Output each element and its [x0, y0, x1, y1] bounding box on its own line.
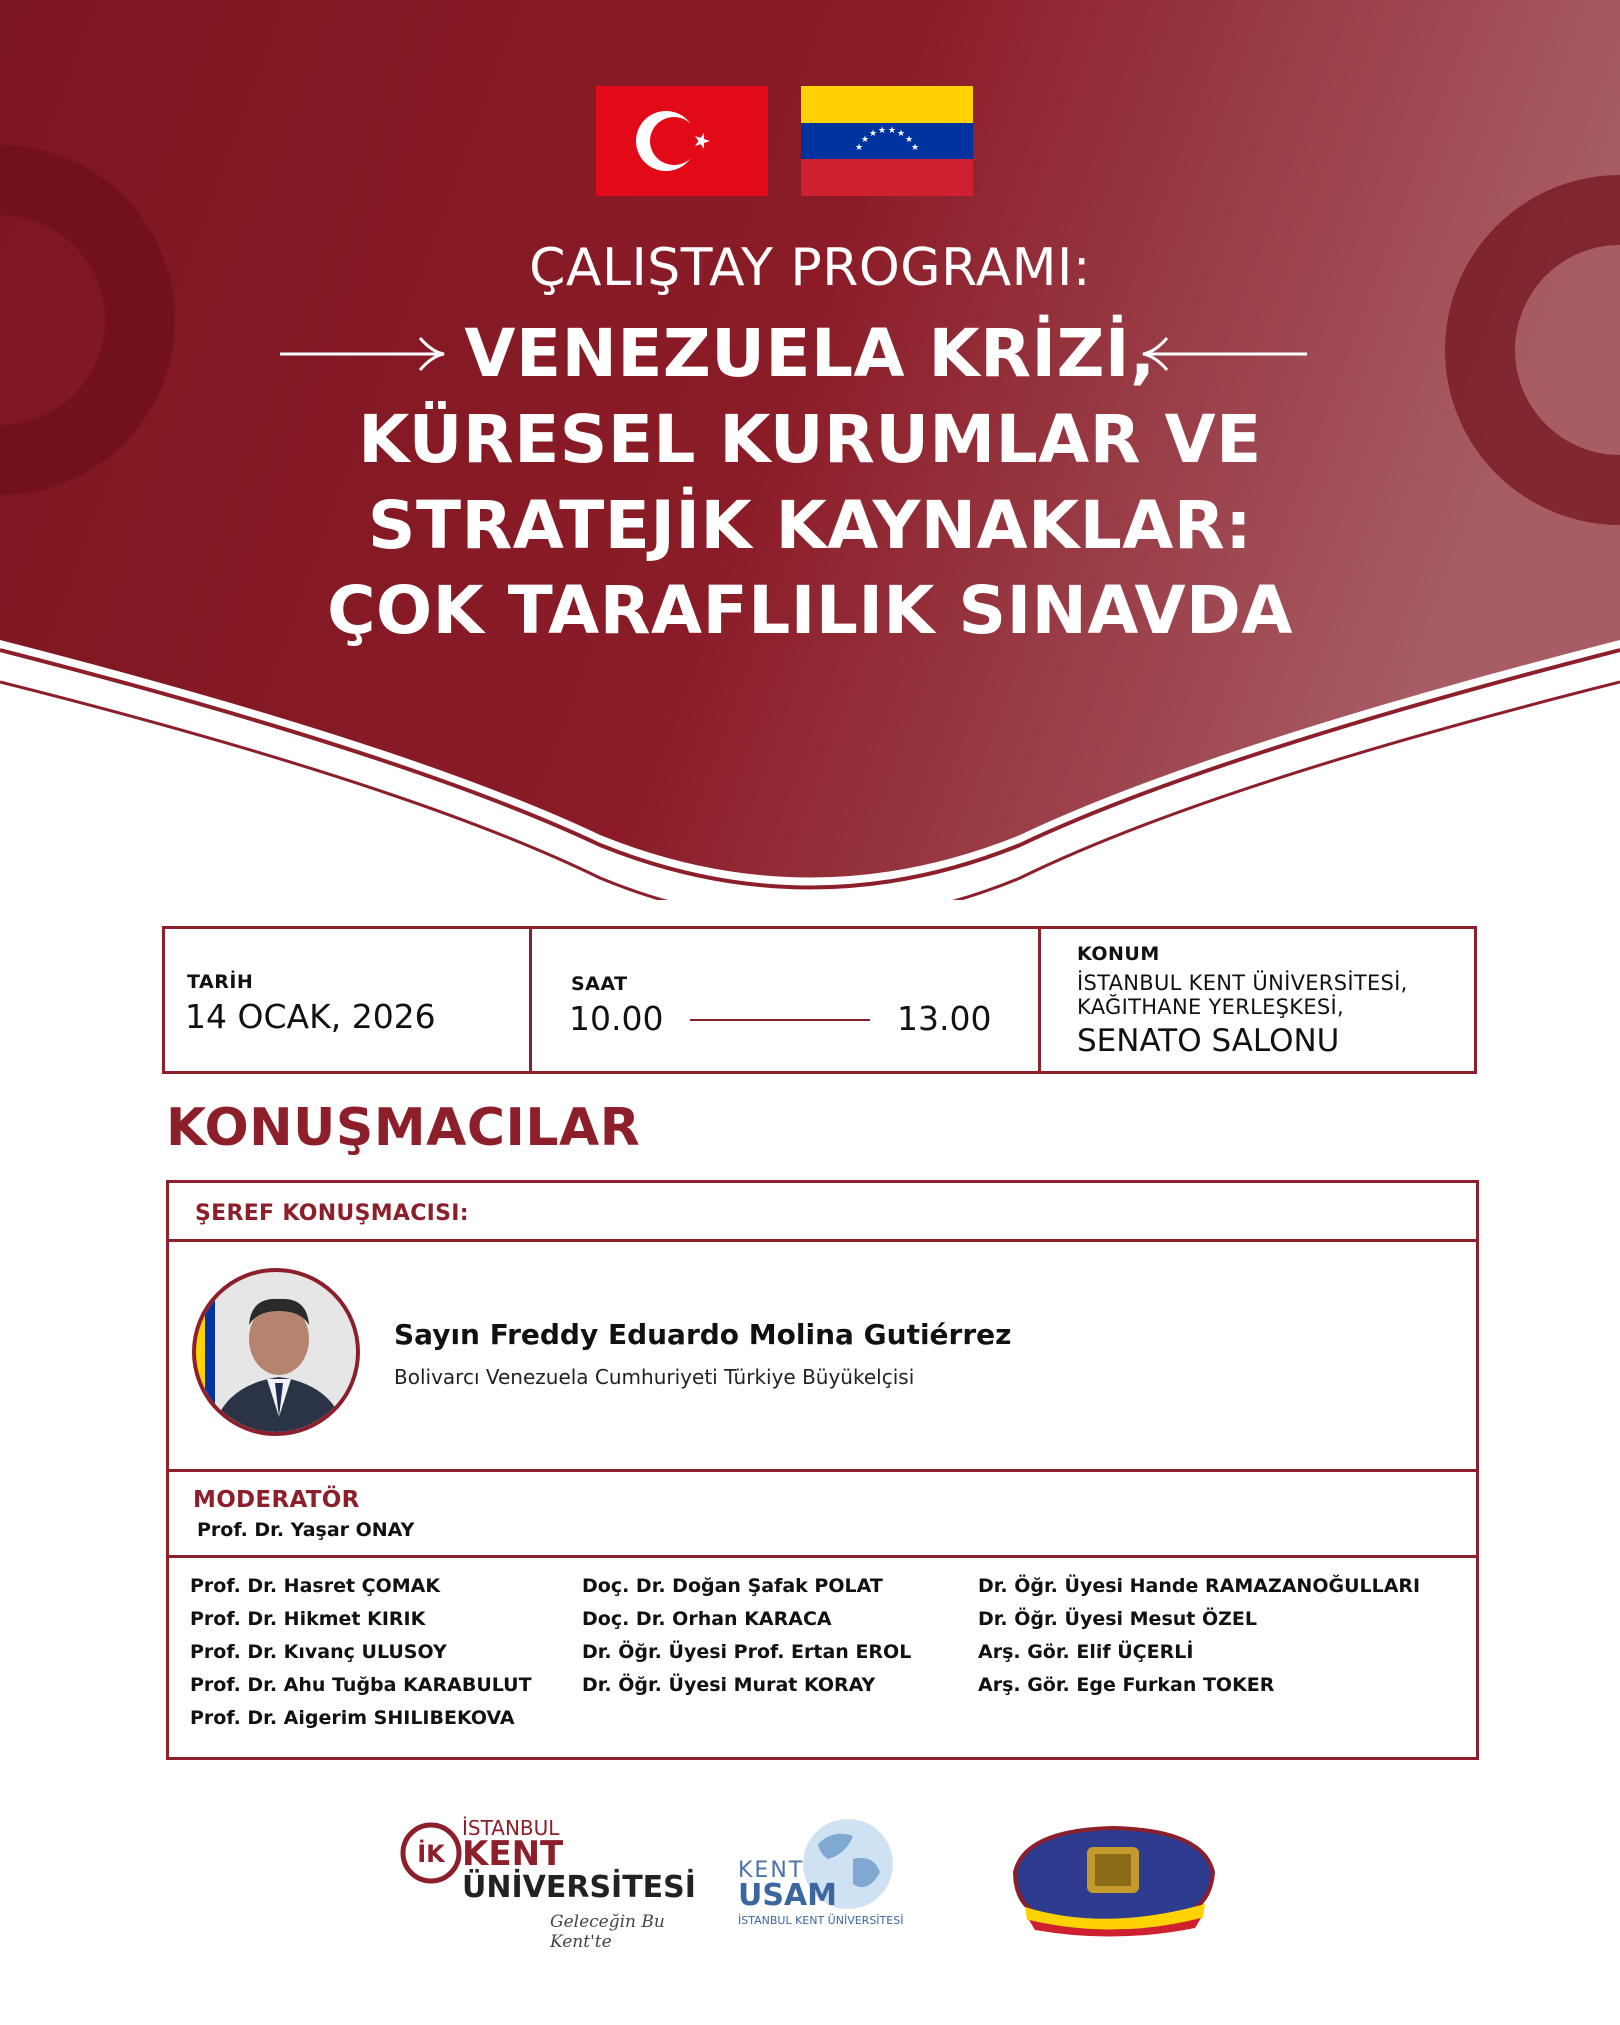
divider: [169, 1469, 1476, 1472]
speaker-name: Dr. Öğr. Üyesi Prof. Ertan EROL: [582, 1641, 912, 1663]
svg-text:★: ★: [860, 135, 870, 145]
speaker-name: Prof. Dr. Hikmet KIRIK: [190, 1608, 426, 1630]
time-start: 10.00: [569, 999, 664, 1038]
title-line-3: STRATEJİK KAYNAKLAR:: [367, 487, 1253, 564]
usam-line-3: İSTANBUL KENT ÜNİVERSİTESİ: [738, 1914, 904, 1927]
moderator-name: Prof. Dr. Yaşar ONAY: [197, 1519, 415, 1541]
speaker-name: Arş. Gör. Ege Furkan TOKER: [978, 1674, 1275, 1696]
location-label: KONUM: [1077, 943, 1160, 965]
time-range-line: [690, 1019, 870, 1021]
divider: [1038, 929, 1041, 1071]
svg-text:★: ★: [887, 126, 897, 136]
title-line-4: ÇOK TARAFLILIK SINAVDA: [327, 572, 1293, 649]
speaker-name: Doç. Dr. Orhan KARACA: [582, 1608, 832, 1630]
partner-logos: [0, 1800, 1620, 2025]
usam-line-1: KENT: [738, 1858, 805, 1883]
svg-text:İK: İK: [417, 1840, 445, 1868]
svg-text:★: ★: [854, 143, 864, 153]
kent-logo-line-1: İSTANBUL: [462, 1816, 560, 1840]
speaker-name: Prof. Dr. Aigerim SHILIBEKOVA: [190, 1707, 515, 1729]
kent-usam-logo: [738, 1814, 968, 1944]
time-end: 13.00: [897, 999, 992, 1038]
speakers-column-2: [582, 1570, 911, 1702]
honor-speaker-label: ŞEREF KONUŞMACISI:: [195, 1201, 469, 1226]
moderator-label: MODERATÖR: [193, 1487, 360, 1513]
speaker-name: Dr. Öğr. Üyesi Hande RAMAZANOĞULLARI: [978, 1575, 1421, 1597]
svg-text:★: ★: [910, 143, 920, 153]
location-line-3: SENATO SALONU: [1077, 1023, 1340, 1059]
speaker-name: Prof. Dr. Ahu Tuğba KARABULUT: [190, 1674, 532, 1696]
kent-slogan: Geleceğin Bu Kent'te: [550, 1912, 665, 1952]
divider: [529, 929, 532, 1071]
kent-logo-line-2: KENT: [462, 1834, 564, 1874]
svg-text:★: ★: [877, 126, 887, 136]
kent-logo-line-3: ÜNİVERSİTESİ: [462, 1870, 696, 1905]
speaker-name: Prof. Dr. Kıvanç ULUSOY: [190, 1641, 447, 1663]
speakers-column-3: [978, 1570, 1420, 1702]
speaker-name: Dr. Öğr. Üyesi Murat KORAY: [582, 1674, 876, 1696]
kent-university-logo: [400, 1816, 700, 1952]
program-kicker: ÇALIŞTAY PROGRAMI:: [529, 238, 1091, 298]
speaker-name: Prof. Dr. Hasret ÇOMAK: [190, 1575, 441, 1597]
speakers-heading: KONUŞMACILAR: [166, 1098, 641, 1158]
date-label: TARİH: [187, 971, 254, 993]
venezuela-flag: [801, 86, 973, 196]
date-value: 14 OCAK, 2026: [185, 997, 436, 1036]
svg-text:★: ★: [868, 129, 878, 139]
svg-text:★: ★: [896, 129, 906, 139]
speakers-column-1: [190, 1570, 532, 1735]
svg-text:★: ★: [904, 135, 914, 145]
speaker-name: Arş. Gör. Elif ÜÇERLİ: [978, 1641, 1194, 1663]
location-line-1: İSTANBUL KENT ÜNİVERSİTESİ,: [1077, 971, 1408, 995]
speaker-name: Doç. Dr. Doğan Şafak POLAT: [582, 1575, 883, 1597]
location-line-2: KAĞITHANE YERLEŞKESİ,: [1077, 995, 1345, 1019]
venezuela-coat-of-arms-logo: [1005, 1822, 1220, 1937]
speaker-name: Dr. Öğr. Üyesi Mesut ÖZEL: [978, 1608, 1257, 1630]
title-line-1: VENEZUELA KRİZİ,: [464, 315, 1156, 392]
event-info-box: [162, 926, 1477, 1074]
honor-speaker-name: Sayın Freddy Eduardo Molina Gutiérrez: [394, 1318, 1012, 1351]
honor-speaker-title: Bolivarcı Venezuela Cumhuriyeti Türkiye Büyükelçisi: [394, 1365, 915, 1389]
speaker-avatar: [191, 1267, 361, 1437]
title-line-2: KÜRESEL KURUMLAR VE: [358, 401, 1262, 478]
divider: [169, 1239, 1476, 1242]
arrow-left-icon: [1137, 334, 1307, 378]
kent-emblem-icon: [400, 1822, 462, 1884]
time-label: SAAT: [571, 973, 628, 995]
turkey-flag: [596, 86, 768, 196]
usam-line-2: USAM: [738, 1878, 838, 1913]
divider: [169, 1555, 1476, 1558]
